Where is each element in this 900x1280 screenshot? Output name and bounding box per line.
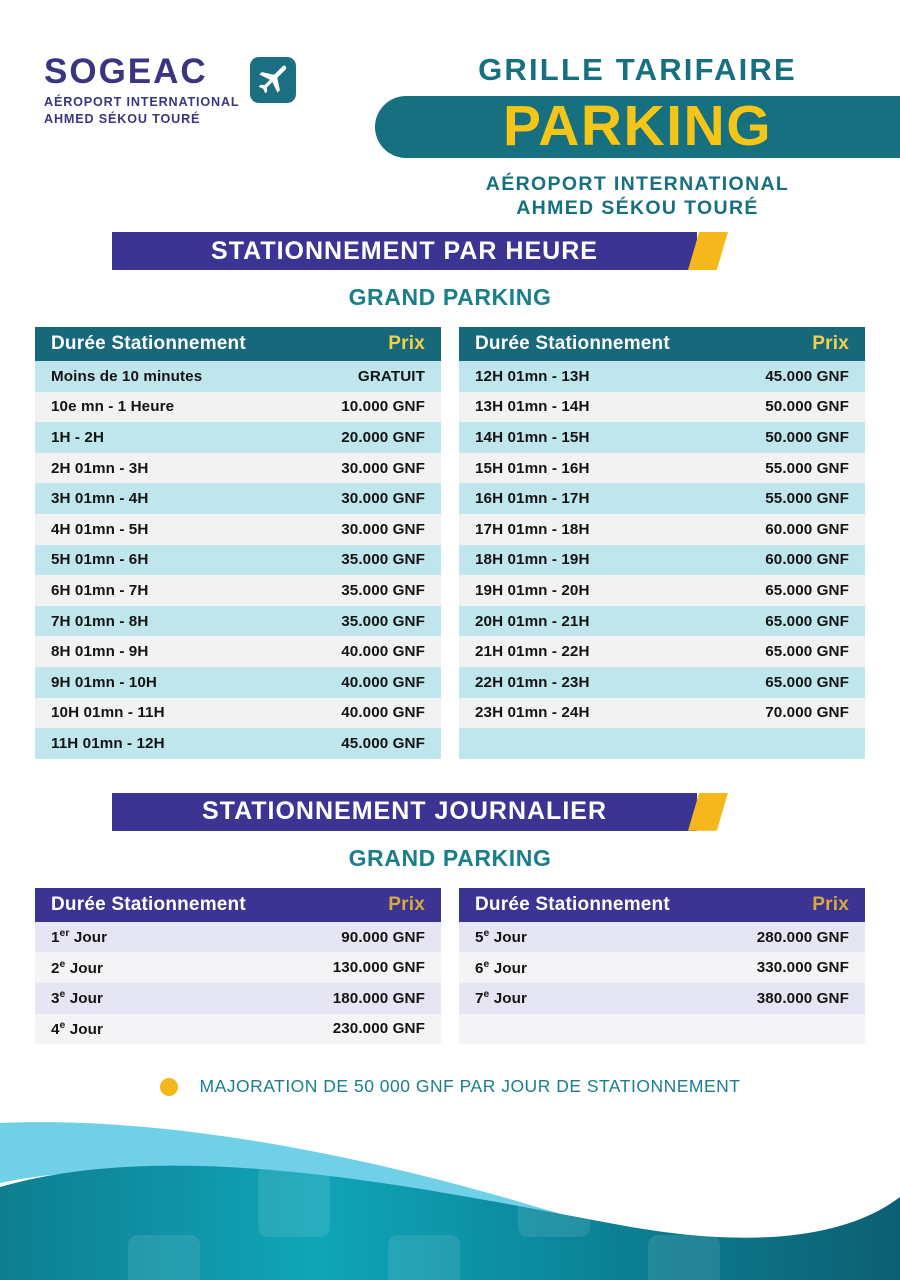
cell-duration: 1er Jour	[51, 927, 108, 947]
table-header-row	[35, 888, 441, 922]
header-subtitle	[375, 172, 900, 220]
header-title-top: GRILLE TARIFAIRE	[478, 52, 797, 87]
logo-subtitle	[44, 94, 239, 127]
cell-duration: 5H 01mn - 6H	[51, 551, 149, 569]
banner-daily-label: STATIONNEMENT JOURNALIER	[201, 797, 608, 826]
table-header-row	[459, 327, 865, 361]
header-subtitle-line2: AHMED SÉKOU TOURÉ	[516, 197, 759, 219]
airplane-icon	[250, 57, 296, 103]
cell-duration: 5e Jour	[475, 927, 528, 947]
cell-price: 35.000 GNF	[341, 612, 425, 630]
footnote-text: MAJORATION DE 50 000 GNF PAR JOUR DE STATIONNEMENT	[199, 1076, 741, 1097]
header-title-main: PARKING	[502, 94, 773, 158]
subtitle-hourly: GRAND PARKING	[348, 284, 552, 310]
cell-duration: 4e Jour	[51, 1019, 104, 1038]
table-row	[35, 453, 441, 484]
cell-duration: 6H 01mn - 7H	[51, 581, 149, 599]
daily-table-left	[35, 888, 441, 1044]
wave-decoration	[0, 1105, 900, 1280]
cell-duration: 13H 01mn - 14H	[475, 398, 590, 416]
table-row	[35, 514, 441, 545]
cell-price: 60.000 GNF	[765, 520, 849, 538]
cell-price: 30.000 GNF	[341, 520, 425, 538]
table-row	[35, 728, 441, 759]
cell-price: 60.000 GNF	[765, 551, 849, 569]
table-row	[35, 636, 441, 667]
banner-daily-bar	[112, 793, 697, 831]
cell-duration: 20H 01mn - 21H	[475, 612, 590, 630]
table-row	[459, 453, 865, 484]
table-row	[459, 636, 865, 667]
column-header-price: Prix	[812, 333, 849, 354]
section-daily	[0, 793, 900, 1044]
cell-price: 70.000 GNF	[765, 704, 849, 722]
cell-duration: 9H 01mn - 10H	[51, 673, 157, 691]
table-row	[459, 606, 865, 637]
header-subtitle-line1: AÉROPORT INTERNATIONAL	[485, 173, 790, 195]
daily-table-right	[459, 888, 865, 1044]
cell-price: 55.000 GNF	[765, 459, 849, 477]
table-row	[459, 422, 865, 453]
table-row	[35, 545, 441, 576]
cell-duration: 7H 01mn - 8H	[51, 612, 149, 630]
table-row	[459, 575, 865, 606]
cell-duration: 4H 01mn - 5H	[51, 520, 149, 538]
subtitle-daily: GRAND PARKING	[348, 844, 552, 871]
cell-price: 65.000 GNF	[765, 581, 849, 599]
banner-daily	[112, 793, 724, 833]
cell-duration: 12H 01mn - 13H	[475, 367, 590, 385]
table-row	[459, 667, 865, 698]
table-row-empty	[459, 1014, 865, 1045]
hourly-table-right	[459, 327, 865, 759]
cell-duration: 1H - 2H	[51, 428, 105, 446]
hourly-table-left	[35, 327, 441, 759]
table-row-empty	[459, 728, 865, 759]
banner-hourly-label: STATIONNEMENT PAR HEURE	[211, 236, 598, 265]
cell-duration: 23H 01mn - 24H	[475, 704, 590, 722]
cell-duration: Moins de 10 minutes	[51, 367, 203, 385]
cell-price: 230.000 GNF	[332, 1020, 425, 1038]
cell-price: 380.000 GNF	[756, 989, 849, 1007]
cell-duration: 10e mn - 1 Heure	[51, 398, 175, 416]
footnote	[0, 1076, 900, 1097]
logo-wordmark: SOGEAC	[44, 52, 208, 91]
table-row	[35, 575, 441, 606]
cell-duration: 14H 01mn - 15H	[475, 428, 590, 446]
table-row	[35, 361, 441, 392]
cell-duration: 8H 01mn - 9H	[51, 643, 149, 661]
cell-duration: 10H 01mn - 11H	[51, 704, 165, 722]
table-row	[459, 483, 865, 514]
table-row	[459, 922, 865, 953]
cell-duration: 18H 01mn - 19H	[475, 551, 590, 569]
cell-price: 180.000 GNF	[332, 989, 425, 1007]
cell-duration: 22H 01mn - 23H	[475, 673, 590, 691]
table-row	[35, 606, 441, 637]
cell-price: 330.000 GNF	[756, 959, 849, 977]
cell-price: 65.000 GNF	[765, 673, 849, 691]
cell-duration: 7e Jour	[475, 989, 528, 1008]
cell-price: 20.000 GNF	[341, 428, 425, 446]
table-row	[459, 952, 865, 983]
table-row	[35, 483, 441, 514]
column-header-price: Prix	[388, 893, 425, 915]
bullet-dot-icon	[160, 1078, 178, 1096]
table-row	[35, 983, 441, 1014]
cell-price: 65.000 GNF	[765, 643, 849, 661]
cell-duration: 21H 01mn - 22H	[475, 643, 590, 661]
cell-duration: 3e Jour	[51, 989, 104, 1008]
table-row	[459, 698, 865, 729]
table-header-row	[35, 327, 441, 361]
cell-duration: 11H 01mn - 12H	[51, 734, 165, 752]
section-hourly	[0, 232, 900, 759]
table-row	[459, 392, 865, 423]
cell-price: 45.000 GNF	[341, 734, 425, 752]
table-header-row	[459, 888, 865, 922]
poster-header	[0, 0, 900, 232]
table-row	[35, 922, 441, 953]
cell-price: 50.000 GNF	[765, 428, 849, 446]
column-header-duration: Durée Stationnement	[51, 893, 246, 915]
banner-hourly	[112, 232, 724, 272]
sogeac-logo	[44, 52, 344, 127]
cell-price: 55.000 GNF	[765, 490, 849, 508]
cell-price: 30.000 GNF	[341, 459, 425, 477]
cell-price: 40.000 GNF	[341, 704, 425, 722]
table-row	[35, 422, 441, 453]
cell-price: 90.000 GNF	[341, 928, 425, 946]
table-row	[35, 698, 441, 729]
column-header-price: Prix	[812, 893, 849, 915]
cell-price: 10.000 GNF	[341, 398, 425, 416]
cell-duration: 17H 01mn - 18H	[475, 520, 590, 538]
cell-duration: 6e Jour	[475, 958, 528, 977]
table-row	[459, 361, 865, 392]
hourly-tables	[0, 327, 900, 759]
cell-duration: 2H 01mn - 3H	[51, 459, 149, 477]
table-row	[35, 667, 441, 698]
cell-price: 40.000 GNF	[341, 643, 425, 661]
table-row	[35, 1014, 441, 1045]
table-row	[35, 952, 441, 983]
banner-hourly-bar	[112, 232, 697, 270]
daily-tables	[0, 888, 900, 1044]
cell-price: GRATUIT	[357, 367, 425, 385]
cell-price: 35.000 GNF	[341, 581, 425, 599]
cell-duration: 2e Jour	[51, 958, 104, 977]
table-row	[459, 983, 865, 1014]
cell-price: 30.000 GNF	[341, 490, 425, 508]
table-row	[35, 392, 441, 423]
column-header-price: Prix	[388, 333, 425, 354]
cell-price: 40.000 GNF	[341, 673, 425, 691]
column-header-duration: Durée Stationnement	[475, 333, 670, 354]
cell-duration: 15H 01mn - 16H	[475, 459, 590, 477]
table-row	[459, 545, 865, 576]
table-row	[459, 514, 865, 545]
logo-subtitle-line2: AHMED SÉKOU TOURÉ	[44, 111, 201, 126]
cell-price: 65.000 GNF	[765, 612, 849, 630]
cell-duration: 19H 01mn - 20H	[475, 581, 590, 599]
cell-duration: 16H 01mn - 17H	[475, 490, 590, 508]
cell-price: 130.000 GNF	[332, 959, 425, 977]
column-header-duration: Durée Stationnement	[475, 893, 670, 915]
cell-duration: 3H 01mn - 4H	[51, 490, 149, 508]
logo-subtitle-line1: AÉROPORT INTERNATIONAL	[44, 95, 240, 110]
cell-price: 280.000 GNF	[756, 928, 849, 946]
cell-price: 35.000 GNF	[341, 551, 425, 569]
column-header-duration: Durée Stationnement	[51, 333, 246, 354]
cell-price: 50.000 GNF	[765, 398, 849, 416]
cell-price: 45.000 GNF	[765, 367, 849, 385]
